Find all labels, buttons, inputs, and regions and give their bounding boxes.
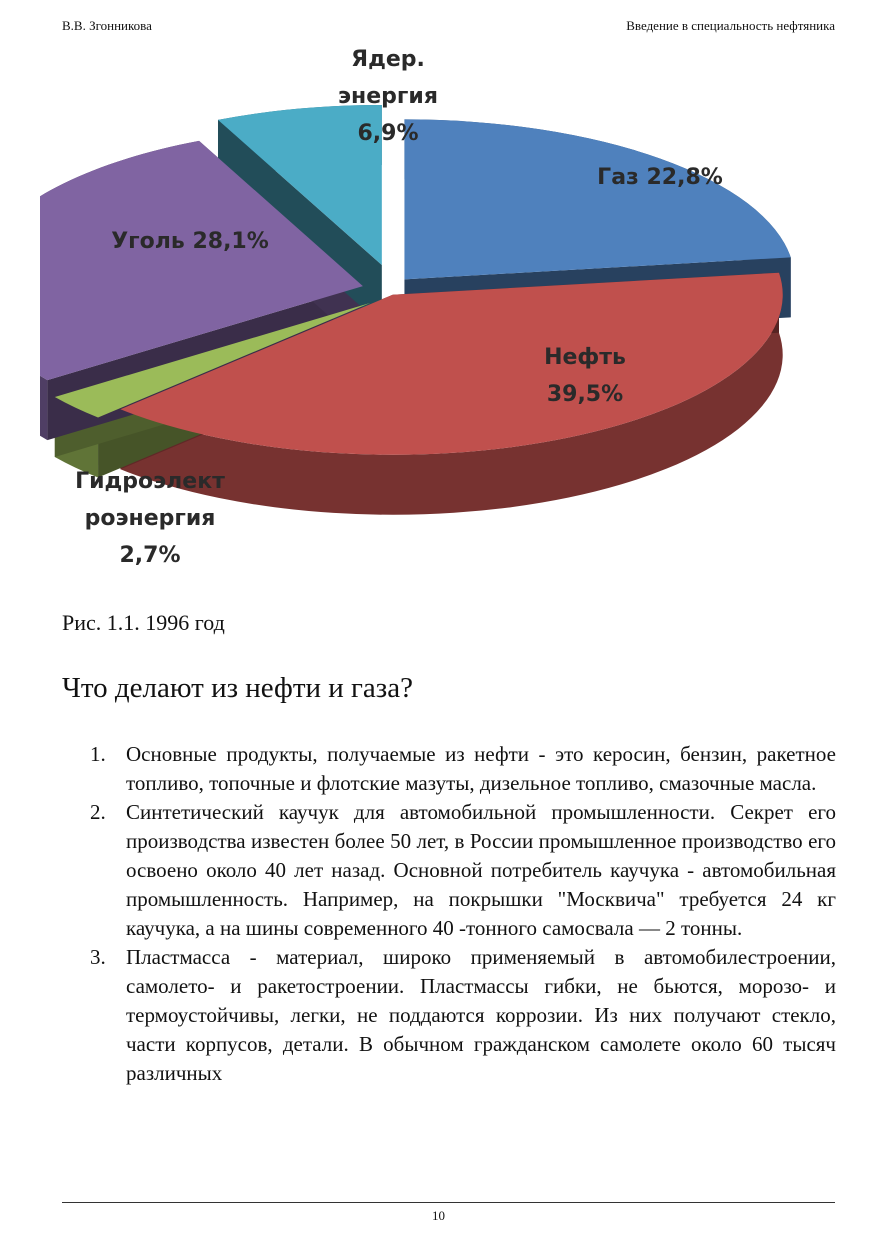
- pie-chart-svg: [40, 36, 800, 596]
- energy-pie-chart: [40, 36, 800, 596]
- data-label-line: 6,9%: [357, 121, 419, 146]
- data-label-line: Газ 22,8%: [597, 165, 723, 190]
- data-label-line: энергия: [338, 84, 438, 109]
- running-header: [62, 18, 835, 36]
- data-label-line: 2,7%: [119, 543, 181, 568]
- data-label-line: 39,5%: [546, 382, 624, 407]
- list-item: [62, 798, 836, 943]
- header-book-title: Введение в специальность нефтяника: [626, 18, 835, 33]
- list-item-number: 1.: [90, 742, 106, 766]
- list-item: [62, 740, 836, 798]
- header-author: В.В. Згонникова: [62, 18, 152, 33]
- page-number: 10: [432, 1208, 445, 1223]
- data-label-line: Нефть: [544, 345, 626, 370]
- list-item-number: 2.: [90, 800, 106, 824]
- footer-divider: [62, 1202, 835, 1203]
- list-item: [62, 943, 836, 1088]
- data-label-hydro: [75, 469, 225, 568]
- data-label-line: Гидроэлект: [75, 469, 225, 494]
- list-item-text: Синтетический каучук для автомобильной промышленности. Секрет его производства известен более 50 лет, в России промышленное производство его освоено около 40 лет назад. Основной потребитель каучука - автомобильная промышленность. Например, на покрышки "Москвича" требуется 24 кг каучука, а на шины современного 40 -тонного самосвала — 2 тонны.: [126, 800, 836, 940]
- list-item-number: 3.: [90, 945, 106, 969]
- data-label-coal: [111, 229, 269, 254]
- data-label-line: Уголь 28,1%: [111, 229, 269, 254]
- data-label-gas: [597, 165, 723, 190]
- figure-caption: Рис. 1.1. 1996 год: [62, 610, 225, 635]
- data-label-line: Ядер.: [351, 47, 425, 72]
- data-label-line: роэнергия: [84, 506, 216, 531]
- list-item-text: Пластмасса - материал, широко применяемый в автомобилестроении, самолето- и ракетостроении. Пластмассы гибки, не бьются, морозо- и термоустойчивы, легки, не поддаются коррозии. Из них получают стекло, части корпусов, детали. В обычном гражданском самолете около 60 тысяч различных: [126, 945, 836, 1085]
- pie-slice-gas: [404, 119, 790, 279]
- section-heading: Что делают из нефти и газа?: [62, 672, 414, 704]
- product-list: [62, 740, 836, 1088]
- list-item-text: Основные продукты, получаемые из нефти - это керосин, бензин, ракетное топливо, топочные и флотские мазуты, дизельное топливо, смазочные масла.: [126, 742, 836, 795]
